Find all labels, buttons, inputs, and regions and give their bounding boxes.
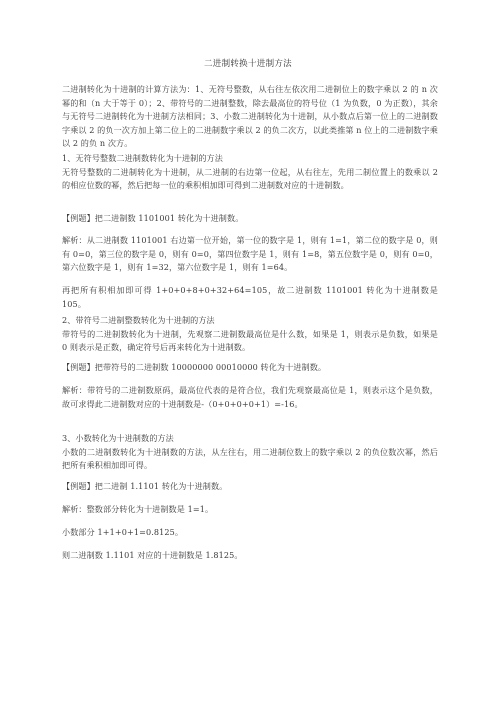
section-1-example: 【例题】把二进制数 1101001 转化为十进制数。 — [62, 213, 244, 223]
section-3-line-3: 则二进制数 1.1101 对应的十进制数是 1.8125。 — [62, 550, 243, 560]
section-1 — [62, 152, 438, 193]
section-3-line-2: 小数部分 1+1+0+1=0.8125。 — [62, 527, 184, 537]
section-1-heading: 1、无符号整数二进制数转化为十进制的方法 — [62, 153, 223, 163]
section-2-body: 带符号的二进制数转化为十进制，先观察二进制数最高位是什么数，如果是 1，则表示是负数，如果是 0 则表示是正数，确定符号后再来转化为十进制数。 — [62, 328, 438, 353]
section-3-body: 小数的二进制数转化为十进制数的方法，从左往右，用二进制位数上的数字乘以 2 的负位数次幂，然后把所有乘积相加即可得。 — [62, 446, 438, 471]
section-3-example: 【例题】把二进制 1.1101 转化为十进制数。 — [62, 481, 228, 491]
document-title: 二进制转换十进制方法 — [203, 59, 292, 69]
intro-paragraph: 二进制转化为十进制的计算方法为：1、无符号整数，从右往左依次用二进制位上的数字乘以 2 的 n 次幂的和（n 大于等于 0）；2、带符号的二进制整数，除去最高位的符号位（1 为负数，0 为正数），其余与无符号二进制转化为十进制方法相同；3、小数二进制转化为十进制，从小数点后第一位上的二进制数字乘以 2 的负一次方加上第二位上的二进制数字乘以 2 的负二次方，以此类推第 n 位上的二进制数字乘以 2 的负 n 次方。 — [62, 84, 438, 149]
section-2 — [62, 314, 438, 355]
section-1-body: 无符号整数的二进制转化为十进制，从二进制的右边第一位起，从右往左，先用二制位置上的数乘以 2 的相应位数的幂，然后把每一位的乘积相加即可得到二进制数对应的十进制数。 — [62, 166, 438, 191]
section-2-example: 【例题】把带符号的二进制数 10000000 00010000 转化为十进制数。 — [62, 362, 327, 372]
section-3 — [62, 432, 438, 473]
section-1-result: 再把所有积相加即可得 1+0+0+8+0+32+64=105，故二进制数 1101001 转化为十进制数是 105。 — [62, 285, 438, 309]
section-3-heading: 3、小数转化为十进制数的方法 — [62, 433, 174, 443]
section-3-line-1: 解析：整数部分转化为十进制数是 1=1。 — [62, 504, 214, 514]
section-2-heading: 2、带符号二进制整数转化为十进制的方法 — [62, 315, 215, 325]
section-1-solution: 解析：从二进制数 1101001 右边第一位开始，第一位的数字是 1，则有 1=1，第二位的数字是 0，则有 0=0，第三位的数字是 0，则有 0=0，第四位数字是 1，则有 1=8，第五位数字是 0，则有 0=0，第六位数字是 1，则有 1=32，第六位数字是 1，则有 1=64。 — [62, 235, 438, 273]
section-2-solution: 解析：带符号的二进制数原码，最高位代表的是符合位，我们先观察最高位是 1，则表示这个是负数，故可求得此二进制数对应的十进制数是-（0+0+0+0+1）=-16。 — [62, 385, 438, 409]
